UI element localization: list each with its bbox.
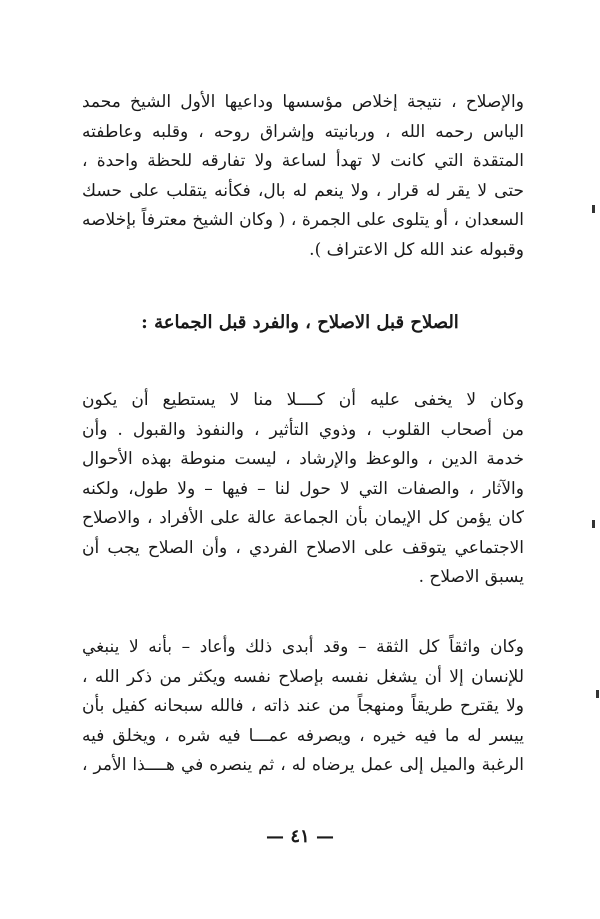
text-line: الاجتماعي يتوقف على الاصلاح الفردي ، وأن الصلاح يجب أن bbox=[82, 537, 524, 558]
text-line: للإنسان إلا أن يشغل نفسه بإصلاح نفسه ويكثر من ذكر الله ، bbox=[82, 666, 524, 687]
page-number: — ٤١ — bbox=[266, 826, 334, 847]
text-line: الياس رحمه الله ، وربانيته وإشراق روحه ، وقلبه وعاطفته bbox=[82, 121, 524, 142]
text-line: ييسر له ما فيه خيره ، ويصرفه عمـــا فيه شره ، ويخلق فيه bbox=[82, 725, 524, 746]
text-line: كان يؤمن كل الإيمان بأن الجماعة عالة على الأفراد ، والاصلاح bbox=[82, 508, 524, 528]
paragraph-2 bbox=[82, 386, 524, 593]
text-line: من أصحاب القلوب ، وذوي التأثير ، والنفوذ والقبول . وأن bbox=[82, 419, 524, 440]
text-line: والإصلاح ، نتيجة إخلاص مؤسسها وداعيها الأول الشيخ محمد bbox=[82, 92, 524, 112]
text-line: والآثار ، والصفات التي لا حول لنا – فيها – ولا طول، ولكنه bbox=[82, 478, 524, 499]
section-heading: الصلاح قبل الاصلاح ، والفرد قبل الجماعة : bbox=[141, 312, 459, 333]
text-line: وكان لا يخفى عليه أن كــــلا منا لا يستطيع أن يكون bbox=[82, 390, 524, 410]
text-line: يسبق الاصلاح . bbox=[418, 567, 524, 587]
text-line: الرغبة والميل إلى عمل يرضاه له ، ثم ينصره في هــــذا الأمر ، bbox=[82, 755, 524, 775]
text-line: ولا يقترح طريقاً ومنهجاً من عند ذاته ، فالله سبحانه كفيل بأن bbox=[82, 696, 524, 716]
text-line: المتقدة التي كانت لا تهدأ لساعة ولا تفارقه للحظة واحدة ، bbox=[82, 151, 524, 171]
margin-tick-mark bbox=[592, 205, 595, 213]
paragraph-3 bbox=[82, 633, 524, 781]
text-line: السعدان ، أو يتلوى على الجمرة ، ( وكان الشيخ معترفاً بإخلاصه bbox=[82, 210, 524, 230]
text-line: خدمة الدين ، والوعظ والإرشاد ، ليست منوطة بهذه الأحوال bbox=[82, 449, 524, 469]
margin-tick-mark bbox=[592, 520, 595, 528]
text-line: وكان واثقاً كل الثقة – وقد أبدى ذلك وأعاد – بأنه لا ينبغي bbox=[82, 637, 524, 657]
text-line: وقبوله عند الله كل الاعتراف ). bbox=[309, 239, 524, 260]
paragraph-1 bbox=[82, 88, 524, 265]
text-line: حتى لا يقر له قرار ، ولا ينعم له بال، فكأنه يتقلب على حسك bbox=[82, 180, 524, 201]
margin-tick-mark bbox=[596, 690, 599, 698]
